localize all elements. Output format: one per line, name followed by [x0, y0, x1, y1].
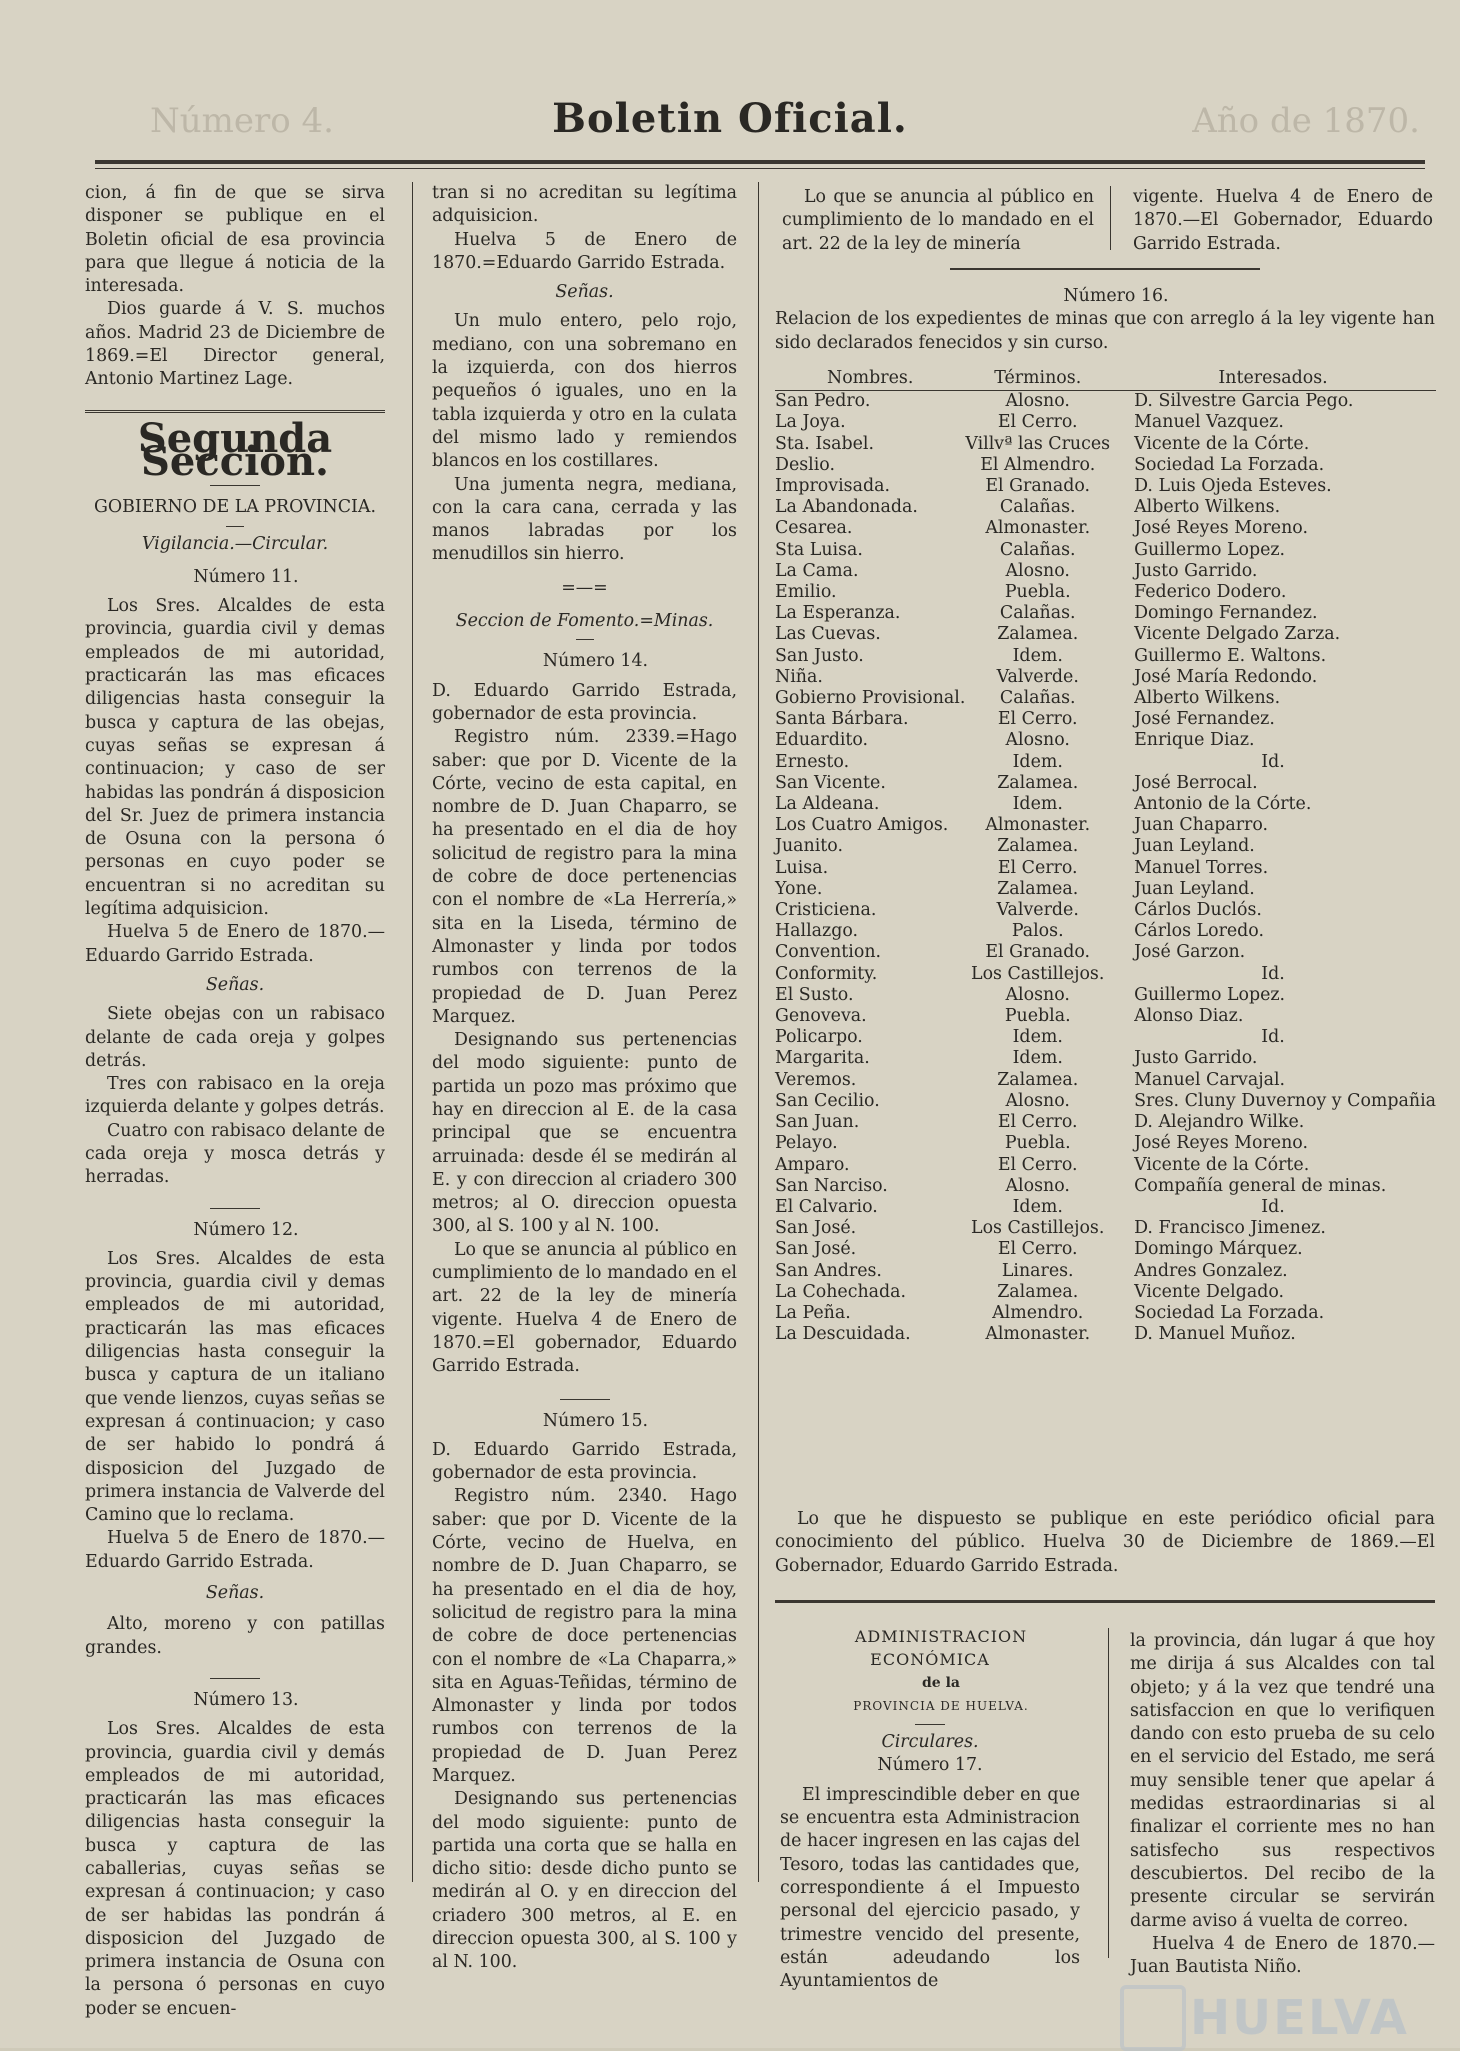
- mine-name: Luisa.: [775, 857, 829, 878]
- mine-name: La Aldeana.: [775, 794, 880, 815]
- mine-interesado: Guillermo E. Waltons.: [1134, 645, 1327, 666]
- mine-termino: Palos.: [1011, 921, 1064, 942]
- mine-interesado: Domingo Márquez.: [1134, 1239, 1303, 1260]
- column-divider: [758, 182, 759, 1882]
- administracion-column: [780, 1625, 1080, 1993]
- mine-name: La Esperanza.: [775, 603, 901, 624]
- mine-interesado: Juan Chaparro.: [1134, 815, 1269, 836]
- paragraph: cion, á fin de que se sirva disponer se publique en el Boletin oficial de esa provincia para que llegue á noticia de la interesada.: [85, 183, 385, 297]
- table-row: [775, 646, 1436, 667]
- mines-relation: [775, 285, 1435, 1345]
- section-rule: [950, 268, 1260, 270]
- closing-note: [775, 1508, 1435, 1578]
- heading-gobierno: GOBIERNO DE LA PROVINCIA.: [93, 497, 377, 518]
- mine-termino: Idem.: [1012, 645, 1063, 666]
- mine-name: Conformity.: [775, 963, 878, 984]
- mine-termino: Idem.: [1012, 794, 1063, 815]
- heading-fomento: Seccion de Fomento.=Minas.: [455, 611, 714, 632]
- mine-name: Genoveva.: [775, 1006, 867, 1027]
- paragraph: tran si no acreditan su legítima adquisicion.: [432, 183, 737, 227]
- paragraph: D. Eduardo Garrido Estrada, gobernador de esta provincia.: [432, 1439, 737, 1484]
- paragraph: Una jumenta negra, mediana, con la cara cana, cerrada y las manos labradas por los menudillos sin hierro.: [432, 474, 737, 565]
- mines-table-body: [775, 391, 1436, 1346]
- table-row: [775, 1324, 1436, 1345]
- mine-termino: Puebla.: [1004, 1133, 1071, 1154]
- mine-interesado: José Reyes Moreno.: [1134, 1133, 1308, 1154]
- mine-interesado: D. Silvestre Garcia Pego.: [1134, 391, 1354, 412]
- paragraph: vigente. Huelva 4 de Enero de 1870.—El Gobernador, Eduardo Garrido Estrada.: [1133, 187, 1433, 254]
- admin-heading: ADMINISTRACION ECONÓMICA: [854, 1627, 1028, 1670]
- mine-termino: Valverde.: [996, 900, 1079, 921]
- mine-name: Santa Bárbara.: [775, 709, 909, 730]
- mine-name: San Pedro.: [775, 391, 871, 412]
- paragraph: Huelva 5 de Enero de 1870.—Eduardo Garrido Estrada.: [85, 922, 385, 966]
- mine-name: San José.: [775, 1239, 857, 1260]
- mine-termino: Idem.: [1012, 1196, 1063, 1217]
- ornament-rule: [560, 1399, 610, 1400]
- table-row: [775, 1048, 1436, 1069]
- mine-interesado: Andres Gonzalez.: [1134, 1260, 1288, 1281]
- paragraph: Alto, moreno y con patillas grandes.: [85, 1614, 385, 1658]
- table-row: [775, 455, 1436, 476]
- mine-termino: El Cerro.: [997, 1239, 1078, 1260]
- mine-termino: Almonaster.: [985, 1324, 1091, 1345]
- section-title: Segunda Seccion.: [137, 414, 333, 485]
- mine-name: Improvisada.: [775, 476, 890, 496]
- mine-name: La Peña.: [775, 1302, 851, 1323]
- newspaper-title: Boletin Oficial.: [552, 95, 908, 142]
- mine-name: Eduardito.: [775, 730, 869, 751]
- table-row: [775, 794, 1436, 815]
- mine-termino: Valverde.: [996, 666, 1079, 687]
- mine-interesado: Alberto Wilkens.: [1134, 497, 1281, 518]
- table-row: [775, 624, 1436, 645]
- table-row: [775, 815, 1436, 836]
- mine-termino: Puebla.: [1004, 1006, 1071, 1027]
- mine-interesado: Compañía general de minas.: [1134, 1175, 1387, 1196]
- separator: =—=: [561, 577, 608, 598]
- mine-interesado: D. Alejandro Wilke.: [1134, 1112, 1305, 1133]
- column-divider: [1108, 1628, 1109, 1958]
- mine-name: San José.: [775, 1218, 857, 1239]
- table-row: [775, 1027, 1436, 1048]
- mine-interesado: Alberto Wilkens.: [1134, 688, 1281, 709]
- column-divider: [412, 182, 413, 1882]
- mine-name: San Justo.: [775, 645, 864, 666]
- paragraph: Siete obejas con un rabisaco delante de cada oreja y golpes detrás.: [85, 1004, 385, 1071]
- mine-interesado: José Berrocal.: [1134, 772, 1258, 793]
- mine-interesado: Cárlos Loredo.: [1134, 921, 1264, 942]
- table-row: [775, 518, 1436, 539]
- mine-interesado: Id.: [1261, 963, 1285, 984]
- mine-interesado: D. Francisco Jimenez.: [1134, 1218, 1326, 1239]
- mine-termino: Alosno.: [1005, 391, 1070, 412]
- mine-interesado: Vicente de la Córte.: [1134, 433, 1310, 454]
- mine-termino: Linares.: [1001, 1260, 1074, 1281]
- mine-termino: El Cerro.: [997, 1112, 1078, 1133]
- table-row: [775, 1303, 1436, 1324]
- masthead: [0, 95, 1460, 142]
- column-header-interesados: Interesados.: [1110, 367, 1436, 391]
- mine-interesado: Juan Leyland.: [1134, 836, 1255, 857]
- double-rule: [85, 410, 385, 413]
- paragraph: Lo que se anuncia al público en cumplimiento de lo mandado en el art. 22 de la ley de minería vigente. Huelva 4 de Enero de 1870.=El gobernador, Eduardo Garrido Estrada.: [432, 1239, 737, 1377]
- mine-interesado: D. Luis Ojeda Esteves.: [1134, 476, 1332, 496]
- admin-heading-provincia: PROVINCIA DE HUELVA.: [853, 1698, 1029, 1713]
- header-rule: [95, 160, 1425, 164]
- mine-termino: Calañas.: [999, 688, 1076, 709]
- mine-interesado: Justo Garrido.: [1134, 1048, 1258, 1069]
- heading-vigilancia: Vigilancia.—Circular.: [141, 533, 329, 554]
- mine-interesado: D. Manuel Muñoz.: [1134, 1324, 1296, 1345]
- mine-termino: El Cerro.: [997, 857, 1078, 878]
- mine-name: Yone.: [775, 878, 823, 899]
- mine-termino: El Granado.: [985, 942, 1091, 963]
- mine-name: Ernesto.: [775, 751, 850, 772]
- mine-termino: Alosno.: [1005, 560, 1070, 581]
- table-row: [775, 1155, 1436, 1176]
- paragraph: Los Sres. Alcaldes de esta provincia, guardia civil y demas empleados de mi autoridad, practicarán las mas eficaces diligencias hasta conseguir la busca y captura de un italiano que vende lienzos, cuyas señas se expresan á continuacion; y caso de ser habido lo pondrá á disposicion del Juzgado de primera instancia de Valverde del Camino que lo reclama.: [85, 1248, 385, 1526]
- mine-name: La Abandonada.: [775, 497, 918, 518]
- table-row: [775, 688, 1436, 709]
- mine-name: Policarpo.: [775, 1027, 863, 1048]
- mine-name: Juanito.: [775, 836, 843, 857]
- mine-termino: Villvª las Cruces: [965, 433, 1111, 454]
- paragraph: Tres con rabisaco en la oreja izquierda delante y golpes detrás.: [85, 1074, 385, 1118]
- mine-interesado: Manuel Carvajal.: [1134, 1069, 1286, 1090]
- heading-circulares: Circulares.: [881, 1732, 979, 1753]
- paragraph: Huelva 4 de Enero de 1870.—Juan Bautista Niño.: [1130, 1933, 1435, 1978]
- watermark: HUELVA: [1190, 1990, 1409, 2046]
- mine-termino: Zalamea.: [997, 1281, 1079, 1302]
- table-row: [775, 879, 1436, 900]
- mine-name: Deslio.: [775, 454, 835, 475]
- ornament-rule: [226, 526, 244, 527]
- table-row: [775, 858, 1436, 879]
- table-row: [775, 1091, 1436, 1112]
- paragraph: Lo que se anuncia al público en cumplimiento de lo mandado en el art. 22 de la ley de minería: [782, 187, 1094, 254]
- table-row: [775, 1006, 1436, 1027]
- table-row: [775, 773, 1436, 794]
- mine-termino: Zalamea.: [997, 772, 1079, 793]
- table-row: [775, 1133, 1436, 1154]
- mine-termino: Los Castillejos.: [971, 1218, 1105, 1239]
- mine-name: Amparo.: [775, 1154, 850, 1175]
- ornament-rule: [576, 639, 594, 640]
- mine-name: Hallazgo.: [775, 921, 859, 942]
- section-rule: [775, 1600, 1435, 1603]
- table-row: [775, 964, 1436, 985]
- mine-interesado: Id.: [1261, 1196, 1285, 1217]
- table-row: [775, 985, 1436, 1006]
- mine-interesado: José Garzon.: [1134, 942, 1246, 963]
- mine-termino: Calañas.: [999, 497, 1076, 518]
- column-header-nombres: Nombres.: [775, 367, 965, 391]
- mine-name: La Joya.: [775, 412, 846, 433]
- mine-termino: Idem.: [1012, 1048, 1063, 1069]
- mine-termino: Puebla.: [1004, 582, 1071, 603]
- table-row: [775, 1112, 1436, 1133]
- table-row: [775, 603, 1436, 624]
- mine-termino: Almonaster.: [985, 815, 1091, 836]
- mine-interesado: José María Redondo.: [1134, 666, 1318, 687]
- mine-termino: El Cerro.: [997, 709, 1078, 730]
- mine-interesado: Sociedad La Forzada.: [1134, 454, 1325, 475]
- mine-name: Sta Luisa.: [775, 539, 863, 560]
- mine-termino: Idem.: [1012, 751, 1063, 772]
- mine-name: Veremos.: [775, 1069, 857, 1090]
- table-row: [775, 1239, 1436, 1260]
- mine-name: Niña.: [775, 666, 823, 687]
- mine-termino: El Cerro.: [997, 1154, 1078, 1175]
- column-3-top: [782, 186, 1094, 256]
- mine-name: San Juan.: [775, 1112, 860, 1133]
- table-row: [775, 540, 1436, 561]
- mine-name: San Cecilio.: [775, 1090, 880, 1111]
- column-header-terminos: Términos.: [965, 367, 1110, 391]
- table-header-row: [775, 367, 1436, 391]
- paragraph: D. Eduardo Garrido Estrada, gobernador de esta provincia.: [432, 680, 737, 724]
- mine-termino: Almonaster.: [985, 518, 1091, 539]
- table-row: [775, 942, 1436, 963]
- mine-name: Margarita.: [775, 1048, 870, 1069]
- heading-numero-11: Número 11.: [193, 566, 299, 587]
- table-row: [775, 582, 1436, 603]
- paragraph: Designando sus pertenencias del modo siguiente: punto de partida un pozo mas próximo que hay en direccion al E. de la casa principal que se encuentra arruinada: desde él se medirán al E. y con direccion al criadero 300 metros; al O. direccion opuesta 300, al S. 100 y al N. 100.: [432, 1030, 737, 1237]
- mine-termino: Calañas.: [999, 539, 1076, 560]
- ornament-rule: [915, 1724, 945, 1725]
- mine-termino: Zalamea.: [997, 836, 1079, 857]
- library-logo-icon: [1120, 1985, 1186, 2051]
- header-rule-thin: [95, 168, 1425, 169]
- mine-name: San Narciso.: [775, 1175, 888, 1196]
- table-row: [775, 476, 1436, 497]
- table-row: [775, 1218, 1436, 1239]
- heading-numero-12: Número 12.: [193, 1219, 299, 1240]
- table-row: [775, 752, 1436, 773]
- ornament-rule: [210, 1208, 260, 1209]
- paragraph: Registro núm. 2340. Hago saber: que por D. Vicente de la Córte, vecino de Huelva, en nombre de D. Juan Chaparro, se ha presentado en el dia de hoy, solicitud de registro para la mina de cobre de doce pertenencias con el nombre de «La Chaparra,» sita en Aguas-Teñidas, término de Almonaster y linda por todos rumbos con terrenos de la propiedad de D. Juan Perez Marquez.: [432, 1486, 737, 1786]
- mine-name: Gobierno Provisional.: [775, 688, 966, 709]
- mine-name: La Cohechada.: [775, 1281, 907, 1302]
- mine-termino: Los Castillejos.: [971, 963, 1105, 984]
- table-row: [775, 1197, 1436, 1218]
- mine-termino: Alosno.: [1005, 1175, 1070, 1196]
- mine-name: Las Cuevas.: [775, 624, 881, 645]
- heading-senas: Señas.: [205, 974, 265, 995]
- mine-name: El Calvario.: [775, 1196, 878, 1217]
- mine-interesado: Vicente Delgado.: [1134, 1281, 1285, 1302]
- table-row: [775, 836, 1436, 857]
- heading-numero-13: Número 13.: [193, 1689, 299, 1710]
- table-row: [775, 561, 1436, 582]
- paragraph: Huelva 5 de Enero de 1870.—Eduardo Garrido Estrada.: [85, 1528, 385, 1572]
- mine-name: Convention.: [775, 942, 882, 963]
- relation-intro: Relacion de los expedientes de minas que con arreglo á la ley vigente han sido declarados fenecidos y sin curso.: [775, 309, 1435, 353]
- mine-interesado: Justo Garrido.: [1134, 560, 1258, 581]
- mine-name: Sta. Isabel.: [775, 433, 875, 454]
- table-row: [775, 900, 1436, 921]
- column-2: [432, 182, 737, 1975]
- mine-name: Cesarea.: [775, 518, 853, 539]
- column-1: [85, 182, 385, 2021]
- mine-termino: El Granado.: [985, 476, 1091, 496]
- ghost-issue-number: Número 4.: [150, 101, 334, 141]
- mine-termino: Alosno.: [1005, 984, 1070, 1005]
- mine-termino: El Cerro.: [997, 412, 1078, 433]
- paragraph: El imprescindible deber en que se encuentra esta Administracion de hacer ingresen en las cajas del Tesoro, todas las cantidades que, correspondiente á el Impuesto personal del ejercicio pasado, y trimestre vencido del presente, están adeudando los Ayuntamientos de: [780, 1784, 1080, 1992]
- mine-termino: El Almendro.: [980, 454, 1096, 475]
- mine-name: El Susto.: [775, 984, 854, 1005]
- mine-interesado: Guillermo Lopez.: [1134, 539, 1286, 560]
- mine-name: Pelayo.: [775, 1133, 838, 1154]
- mine-termino: Alosno.: [1005, 730, 1070, 751]
- mine-interesado: Alonso Diaz.: [1134, 1006, 1244, 1027]
- mine-interesado: Antonio de la Córte.: [1134, 794, 1312, 815]
- table-row: [775, 709, 1436, 730]
- mine-name: San Vicente.: [775, 772, 886, 793]
- heading-numero-16: Número 16.: [1063, 286, 1169, 306]
- mine-interesado: Juan Leyland.: [1134, 878, 1255, 899]
- paragraph: Lo que he dispuesto se publique en este periódico oficial para conocimiento del público. Huelva 30 de Diciembre de 1869.—El Gobernador, Eduardo Garrido Estrada.: [775, 1509, 1435, 1576]
- administracion-column-2: [1130, 1630, 1435, 1979]
- paragraph: Un mulo entero, pelo rojo, mediano, con una sobremano en la izquierda, con dos hierros pequeños ó iguales, uno en la tabla izquierda y otro en la culata del mismo lado y remiendos blancos en los costillares.: [432, 311, 737, 472]
- mine-termino: Alosno.: [1005, 1090, 1070, 1111]
- mine-interesado: Sociedad La Forzada.: [1134, 1302, 1325, 1323]
- heading-numero-17: Número 17.: [877, 1755, 983, 1776]
- table-row: [775, 1282, 1436, 1303]
- mine-name: Cristiciena.: [775, 900, 877, 921]
- table-row: [775, 667, 1436, 688]
- mine-interesado: Guillermo Lopez.: [1134, 984, 1286, 1005]
- admin-heading-de-la: de la: [922, 1674, 960, 1691]
- paragraph: Dios guarde á V. S. muchos años. Madrid 23 de Diciembre de 1869.=El Director general, Antonio Martinez Lage.: [85, 299, 385, 390]
- paragraph: Designando sus pertenencias del modo siguiente: punto de partida una corta que se halla en dicho sitio: desde dicho punto se medirán al O. y en direccion del criadero 300 metros, al E. en direccion opuesta 300, al S. 100 y al N. 100.: [432, 1789, 737, 1973]
- mine-name: La Descuidada.: [775, 1324, 911, 1345]
- paragraph: Los Sres. Alcaldes de esta provincia, guardia civil y demás empleados de mi autoridad, practicarán las mas eficaces diligencias hasta conseguir la busca y captura de las caballerias, cuyas señas se expresan á continuacion; y caso de ser habidas las pondrán á disposicion del Juzgado de primera instancia de Osuna con la persona ó personas en cuyo poder se encuen-: [85, 1719, 385, 2019]
- heading-numero-15: Número 15.: [542, 1410, 649, 1431]
- table-row: [775, 434, 1436, 455]
- paragraph: Los Sres. Alcaldes de esta provincia, guardia civil y demas empleados de mi autoridad, practicarán las mas eficaces diligencias hasta conseguir la busca y captura de las obejas, cuyas señas se expresan á continuacion; y caso de ser habidas las pondrán á disposicion del Sr. Juez de primera instancia de Osuna con la persona ó personas en cuyo poder se encuentran si no acreditan su legítima adquisicion.: [85, 596, 385, 920]
- table-row: [775, 1070, 1436, 1091]
- mine-interesado: Manuel Vazquez.: [1134, 412, 1284, 433]
- mine-interesado: Sres. Cluny Duvernoy y Compañia: [1134, 1090, 1437, 1111]
- paragraph: Cuatro con rabisaco delante de cada oreja y mosca detrás y herradas.: [85, 1120, 385, 1188]
- mine-name: Los Cuatro Amigos.: [775, 815, 949, 836]
- heading-senas: Señas.: [205, 1583, 265, 1604]
- mine-termino: Almendro.: [992, 1302, 1084, 1323]
- paragraph: Registro núm. 2339.=Hago saber: que por D. Vicente de la Córte, vecino de esta capital, en nombre de D. Juan Chaparro, se ha presentado en el dia de hoy solicitud de registro para la mina de cobre de doce pertenencias con el nombre de «La Herrería,» sita en la Liseda, término de Almonaster y linda por todos rumbos con terrenos de la propiedad de D. Juan Perez Marquez.: [432, 727, 737, 1027]
- table-row: [775, 1176, 1436, 1197]
- table-row: [775, 412, 1436, 433]
- mine-name: La Cama.: [775, 560, 859, 581]
- mine-name: San Andres.: [775, 1260, 882, 1281]
- mine-termino: Zalamea.: [997, 878, 1079, 899]
- table-row: [775, 730, 1436, 751]
- mines-table: [775, 367, 1436, 1345]
- mine-interesado: José Fernandez.: [1134, 709, 1275, 730]
- ornament-rule: [210, 1678, 260, 1679]
- heading-senas: Señas.: [555, 282, 614, 303]
- ghost-year: Año de 1870.: [1192, 101, 1420, 141]
- mine-interesado: Enrique Diaz.: [1134, 730, 1255, 751]
- mine-termino: Zalamea.: [997, 1069, 1079, 1090]
- mine-interesado: Id.: [1261, 751, 1285, 772]
- mine-interesado: Domingo Fernandez.: [1134, 603, 1318, 624]
- mine-interesado: Manuel Torres.: [1134, 857, 1269, 878]
- table-row: [775, 391, 1436, 413]
- table-row: [775, 921, 1436, 942]
- column-divider: [1110, 186, 1111, 250]
- paragraph: Huelva 5 de Enero de 1870.=Eduardo Garrido Estrada.: [432, 229, 737, 273]
- mine-interesado: José Reyes Moreno.: [1134, 518, 1308, 539]
- table-row: [775, 1261, 1436, 1282]
- table-row: [775, 497, 1436, 518]
- heading-numero-14: Número 14.: [542, 651, 649, 672]
- mine-name: Emilio.: [775, 582, 837, 603]
- paragraph: la provincia, dán lugar á que hoy me dirija á sus Alcaldes con tal objeto; y á la vez que tendré una satisfaccion en que lo verifiquen dando con esto prueba de su celo en el servicio del Estado, me será muy sensible tener que apelar á medidas estraordinarias si al finalizar el corriente mes no han satisfecho sus respectivos descubiertos. Del recibo de la presente circular se servirán darme aviso á vuelta de correo.: [1130, 1631, 1435, 1931]
- mine-interesado: Federico Dodero.: [1134, 582, 1287, 603]
- mine-interesado: Vicente Delgado Zarza.: [1134, 624, 1341, 645]
- mine-termino: Idem.: [1012, 1027, 1063, 1048]
- column-4-top: [1133, 186, 1433, 256]
- mine-termino: Calañas.: [999, 603, 1076, 624]
- mine-termino: Zalamea.: [997, 624, 1079, 645]
- mine-interesado: Vicente de la Córte.: [1134, 1154, 1310, 1175]
- mine-interesado: Cárlos Duclós.: [1134, 900, 1262, 921]
- ornament-rule: [210, 485, 260, 486]
- mine-interesado: Id.: [1261, 1027, 1285, 1048]
